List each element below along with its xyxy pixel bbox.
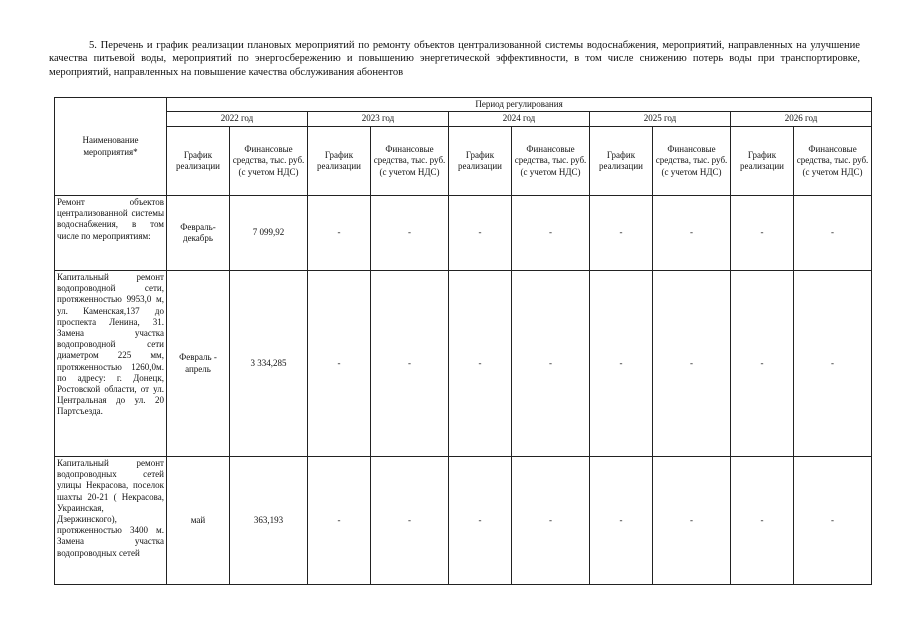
table-cell: - bbox=[590, 196, 653, 271]
table-cell: - bbox=[590, 271, 653, 457]
table-cell: - bbox=[371, 196, 449, 271]
table-cell: Февраль - апрель bbox=[167, 271, 230, 457]
schedule-column-header: График реализации bbox=[167, 127, 230, 196]
table-cell: - bbox=[794, 196, 872, 271]
table-cell: - bbox=[308, 271, 371, 457]
table-cell: - bbox=[308, 196, 371, 271]
table-row bbox=[55, 457, 872, 585]
table-cell: Февраль-декабрь bbox=[167, 196, 230, 271]
table-cell: - bbox=[449, 457, 512, 585]
period-header: Период регулирования bbox=[167, 98, 872, 112]
year-header: 2023 год bbox=[308, 112, 449, 127]
finance-column-header: Финансовые средства, тыс. руб. (с учетом НДС) bbox=[512, 127, 590, 196]
year-header: 2025 год bbox=[590, 112, 731, 127]
table-cell: - bbox=[308, 457, 371, 585]
table-cell: - bbox=[449, 196, 512, 271]
table-cell: 363,193 bbox=[230, 457, 308, 585]
table-cell: - bbox=[653, 457, 731, 585]
activity-name: Капитальный ремонт водопроводных сетей улицы Некрасова, поселок шахты 20-21 ( Некрасова, Украинская, Дзержинского), протяженностью 3400 м. Замена участка водопроводных сетей bbox=[55, 457, 167, 585]
table-cell: май bbox=[167, 457, 230, 585]
schedule-column-header: График реализации bbox=[449, 127, 512, 196]
finance-column-header: Финансовые средства, тыс. руб. (с учетом НДС) bbox=[653, 127, 731, 196]
table-cell: - bbox=[512, 457, 590, 585]
schedule-column-header: График реализации bbox=[590, 127, 653, 196]
name-column-header: Наименование мероприятия* bbox=[55, 98, 167, 196]
table-cell: - bbox=[653, 196, 731, 271]
schedule-column-header: График реализации bbox=[308, 127, 371, 196]
table-cell: - bbox=[371, 457, 449, 585]
table-cell: - bbox=[794, 457, 872, 585]
activity-name: Капитальный ремонт водопроводной сети, протяженностью 9953,0 м, ул. Каменская,137 до проспекта Ленина, 31. Замена участка водопроводной сети диаметром 225 мм, протяженностью 1260,0м. по адресу: г. Донецк, Ростовской области, от ул. Центральная до ул. 20 Партсъезда. bbox=[55, 271, 167, 457]
table-cell: - bbox=[512, 196, 590, 271]
year-header: 2022 год bbox=[167, 112, 308, 127]
finance-column-header: Финансовые средства, тыс. руб. (с учетом НДС) bbox=[371, 127, 449, 196]
table-cell: - bbox=[512, 271, 590, 457]
table-cell: - bbox=[731, 457, 794, 585]
year-header: 2024 год bbox=[449, 112, 590, 127]
table-cell: - bbox=[794, 271, 872, 457]
finance-column-header: Финансовые средства, тыс. руб. (с учетом НДС) bbox=[794, 127, 872, 196]
section-heading: 5. Перечень и график реализации плановых мероприятий по ремонту объектов централизованной системы водоснабжения, мероприятий, направленных на улучшение качества питьевой воды, мероприятий по энергосбережению и повышению энергетической эффективности, в том числе снижению потерь воды при транспортировке, мероприятий, направленных на повышение качества обслуживания абонентов bbox=[49, 40, 860, 78]
activity-name: Ремонт объектов централизованной системы водоснабжения, в том числе по мероприятиям: bbox=[55, 196, 167, 271]
year-header: 2026 год bbox=[731, 112, 872, 127]
activities-table bbox=[54, 97, 872, 585]
table-cell: - bbox=[371, 271, 449, 457]
table-cell: - bbox=[731, 196, 794, 271]
table-cell: - bbox=[653, 271, 731, 457]
schedule-column-header: График реализации bbox=[731, 127, 794, 196]
table-row bbox=[55, 271, 872, 457]
table-cell: 7 099,92 bbox=[230, 196, 308, 271]
table-cell: - bbox=[731, 271, 794, 457]
table-cell: - bbox=[590, 457, 653, 585]
table-cell: 3 334,285 bbox=[230, 271, 308, 457]
table-row bbox=[55, 196, 872, 271]
table-cell: - bbox=[449, 271, 512, 457]
finance-column-header: Финансовые средства, тыс. руб. (с учетом НДС) bbox=[230, 127, 308, 196]
